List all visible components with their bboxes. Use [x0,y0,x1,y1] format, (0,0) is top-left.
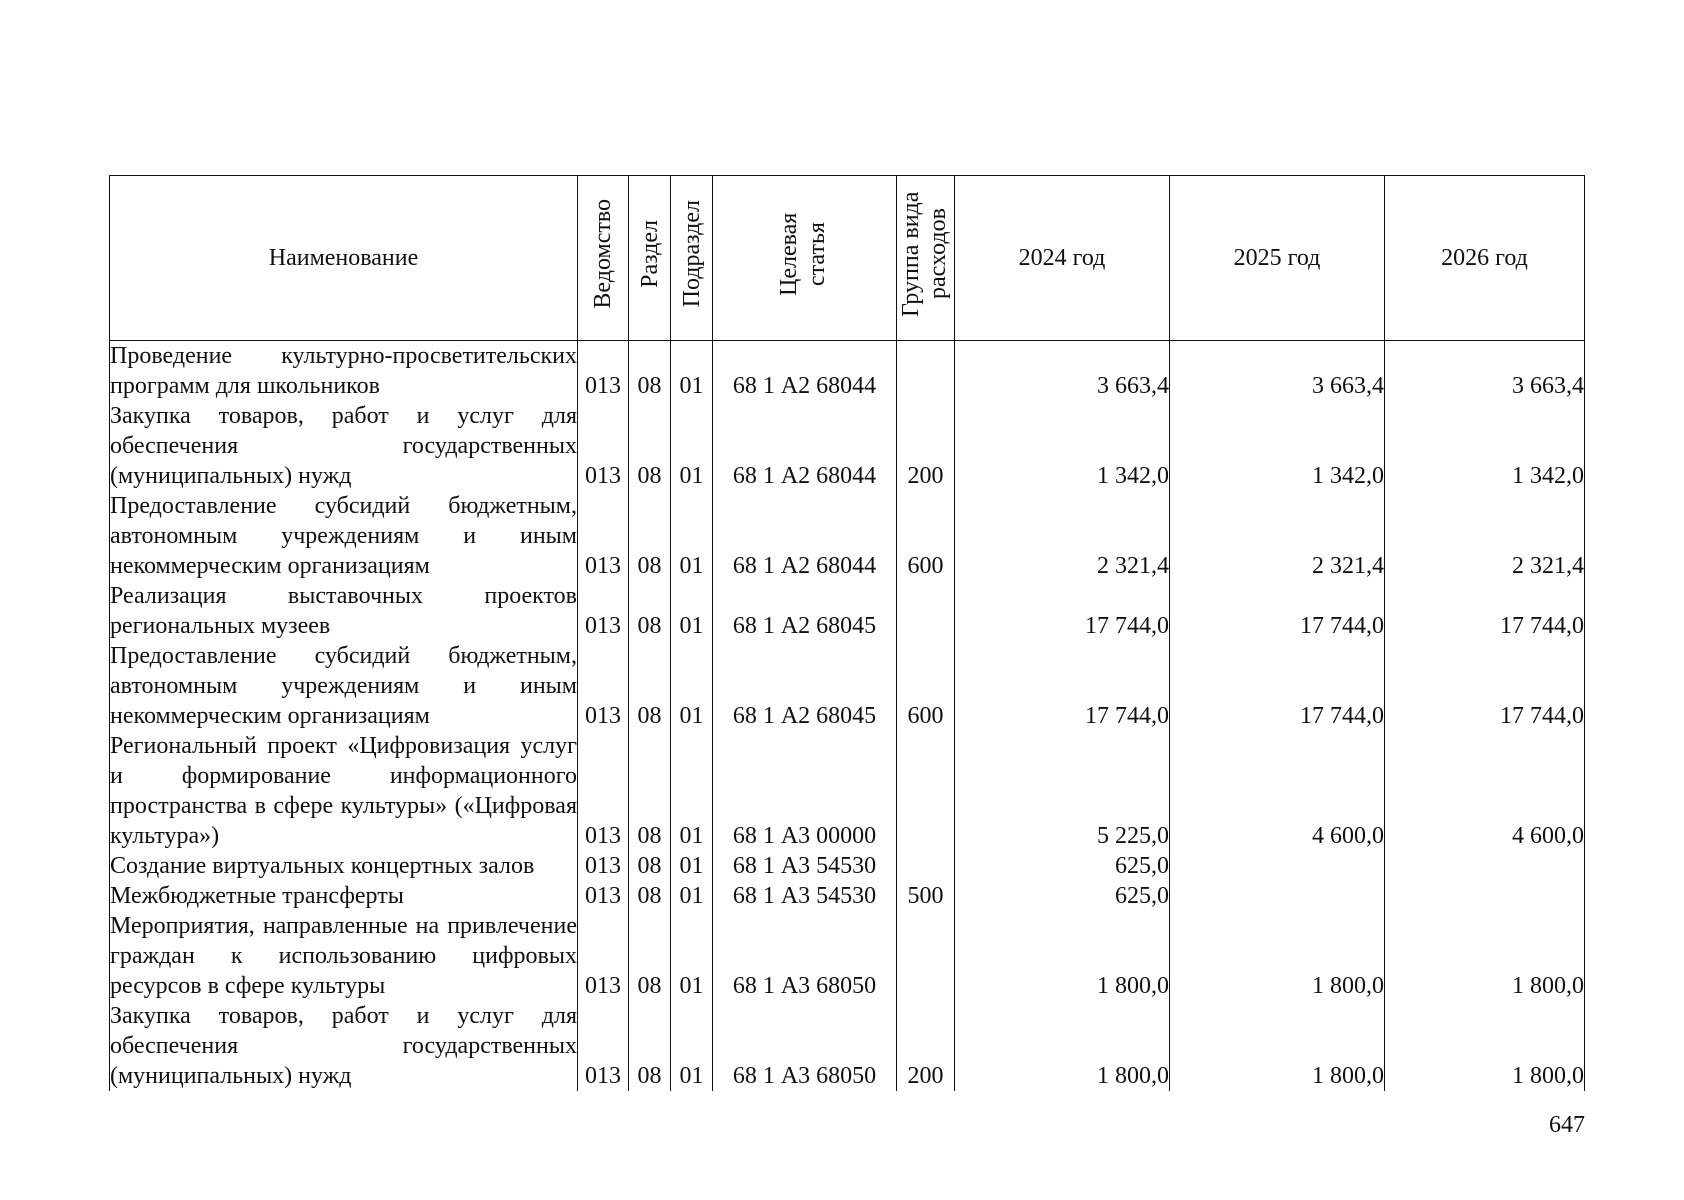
row-subsection: 01 [671,341,713,402]
table-row [110,881,1585,911]
row-department: 013 [578,581,629,641]
row-subsection: 01 [671,581,713,641]
row-section: 08 [629,641,671,731]
row-section: 08 [629,911,671,1001]
table-row [110,491,1585,581]
page-number: 647 [1549,1112,1585,1138]
table-row [110,851,1585,881]
row-section: 08 [629,401,671,491]
row-expense-group [897,341,955,402]
header-name: Наименование [110,176,578,341]
row-department: 013 [578,1001,629,1091]
header-subsection: Подраздел [671,176,713,341]
row-name: Закупка товаров, работ и услуг для обеспечения государственных (муниципальных) нужд [110,1003,577,1089]
row-target-article: 68 1 А3 54530 [713,851,897,881]
row-section: 08 [629,731,671,851]
row-2026: 3 663,4 [1385,341,1585,402]
row-expense-group: 200 [897,401,955,491]
row-2024: 1 800,0 [955,911,1170,1001]
row-2025: 1 342,0 [1170,401,1385,491]
row-expense-group: 500 [897,881,955,911]
row-2026: 1 800,0 [1385,911,1585,1001]
row-2024: 2 321,4 [955,491,1170,581]
table-row [110,911,1585,1001]
row-name: Мероприятия, направленные на привлечение граждан к использованию цифровых ресурсов в сфере культуры [110,913,577,999]
header-2026: 2026 год [1385,176,1585,341]
row-target-article: 68 1 А3 68050 [713,1001,897,1091]
header-2025: 2025 год [1170,176,1385,341]
row-name: Закупка товаров, работ и услуг для обеспечения государственных (муниципальных) нужд [110,403,577,489]
row-subsection: 01 [671,731,713,851]
header-target-article: Целевая статья [713,176,897,341]
row-target-article: 68 1 А2 68044 [713,491,897,581]
row-expense-group: 600 [897,641,955,731]
row-2025: 17 744,0 [1170,581,1385,641]
row-target-article: 68 1 А3 54530 [713,881,897,911]
row-2026 [1385,881,1585,911]
row-2025 [1170,851,1385,881]
row-2025: 3 663,4 [1170,341,1385,402]
row-expense-group: 200 [897,1001,955,1091]
row-2025: 17 744,0 [1170,641,1385,731]
row-2025: 2 321,4 [1170,491,1385,581]
table-row [110,401,1585,491]
row-2025: 4 600,0 [1170,731,1385,851]
row-target-article: 68 1 А2 68045 [713,581,897,641]
row-subsection: 01 [671,1001,713,1091]
row-2026 [1385,851,1585,881]
row-2024: 3 663,4 [955,341,1170,402]
row-name: Региональный проект «Цифровизация услуг и формирование информационного пространства в сфере культуры» («Цифровая культура») [110,733,577,849]
row-target-article: 68 1 А2 68044 [713,401,897,491]
row-expense-group [897,581,955,641]
row-expense-group [897,731,955,851]
row-2024: 17 744,0 [955,641,1170,731]
row-2025: 1 800,0 [1170,911,1385,1001]
row-subsection: 01 [671,491,713,581]
row-department: 013 [578,911,629,1001]
table-row [110,341,1585,402]
row-2026: 2 321,4 [1385,491,1585,581]
row-target-article: 68 1 А3 68050 [713,911,897,1001]
row-2025: 1 800,0 [1170,1001,1385,1091]
row-2024: 1 800,0 [955,1001,1170,1091]
row-2026: 17 744,0 [1385,641,1585,731]
row-2024: 5 225,0 [955,731,1170,851]
row-subsection: 01 [671,911,713,1001]
row-2024: 625,0 [955,851,1170,881]
row-department: 013 [578,341,629,402]
header-section: Раздел [629,176,671,341]
row-2026: 17 744,0 [1385,581,1585,641]
row-subsection: 01 [671,881,713,911]
row-expense-group [897,911,955,1001]
row-department: 013 [578,491,629,581]
table-row [110,581,1585,641]
row-target-article: 68 1 А3 00000 [713,731,897,851]
table-row [110,641,1585,731]
row-expense-group [897,851,955,881]
row-2024: 1 342,0 [955,401,1170,491]
row-subsection: 01 [671,401,713,491]
table-row [110,1001,1585,1091]
row-name: Реализация выставочных проектов региональных музеев [110,583,577,639]
row-section: 08 [629,1001,671,1091]
row-section: 08 [629,851,671,881]
header-department: Ведомство [578,176,629,341]
row-2026: 1 342,0 [1385,401,1585,491]
row-2025 [1170,881,1385,911]
row-name: Создание виртуальных концертных залов [110,851,578,881]
table-header-row [110,176,1585,341]
row-section: 08 [629,881,671,911]
row-2024: 625,0 [955,881,1170,911]
row-subsection: 01 [671,851,713,881]
row-target-article: 68 1 А2 68045 [713,641,897,731]
row-section: 08 [629,491,671,581]
header-expense-group: Группа вида расходов [897,176,955,341]
row-name: Межбюджетные трансферты [110,881,578,911]
row-section: 08 [629,581,671,641]
row-name: Предоставление субсидий бюджетным, автономным учреждениям и иным некоммерческим организациям [110,493,577,579]
row-section: 08 [629,341,671,402]
header-2024: 2024 год [955,176,1170,341]
row-name: Предоставление субсидий бюджетным, автономным учреждениям и иным некоммерческим организациям [110,643,577,729]
row-subsection: 01 [671,641,713,731]
row-department: 013 [578,851,629,881]
row-department: 013 [578,401,629,491]
row-2026: 1 800,0 [1385,1001,1585,1091]
row-department: 013 [578,881,629,911]
row-name: Проведение культурно-просветительских программ для школьников [110,341,578,402]
row-department: 013 [578,731,629,851]
table-row [110,731,1585,851]
row-2024: 17 744,0 [955,581,1170,641]
row-2026: 4 600,0 [1385,731,1585,851]
row-target-article: 68 1 А2 68044 [713,341,897,402]
budget-table [109,175,1585,1091]
row-expense-group: 600 [897,491,955,581]
row-department: 013 [578,641,629,731]
